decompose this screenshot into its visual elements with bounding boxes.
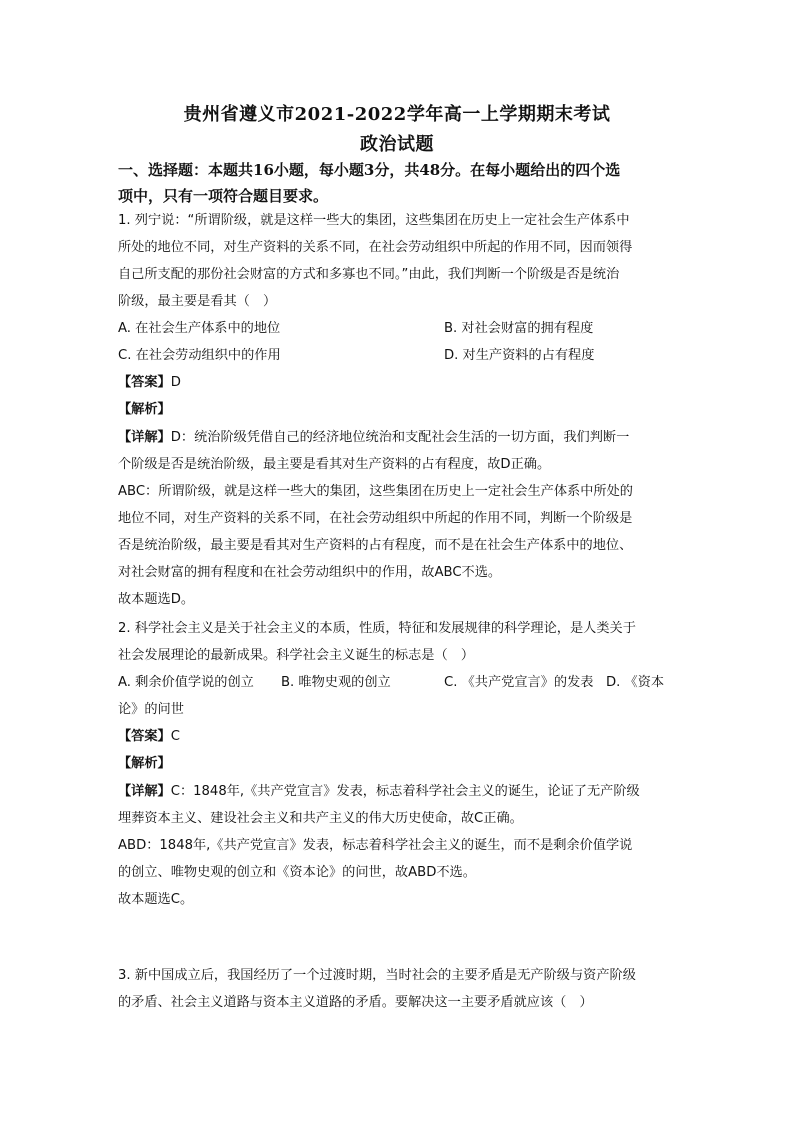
q2-option-d: D. 《资本 (606, 675, 665, 690)
answer-tag: 【答案】 (118, 375, 171, 390)
q1-detail-line: 对社会财富的拥有程度和在社会劳动组织中的作用，故ABC不选。 (118, 565, 502, 580)
section-heading-line-1: 一、选择题：本题共16小题，每小题3分，共48分。在每小题给出的四个选 (118, 161, 621, 179)
q2-stem-line: 社会发展理论的最新成果。科学社会主义诞生的标志是（ ） (118, 648, 475, 663)
q2-analysis-tag: 【解析】 (118, 756, 171, 771)
q2-option-a: A. 剩余价值学说的创立 (118, 675, 254, 690)
detail-tag: 【详解】 (118, 430, 171, 445)
answer-tag: 【答案】 (118, 729, 171, 744)
q1-stem-line: 阶级，最主要是看其（ ） (118, 294, 277, 309)
q2-detail-line: 埋葬资本主义、建设社会主义和共产主义的伟大历史使命，故C正确。 (118, 811, 523, 826)
q2-answer (118, 727, 678, 747)
q1-detail-line: 否是统治阶级，最主要是看其对生产资料的占有程度，而不是在社会生产体系中的地位、 (118, 538, 633, 553)
q2-stem-line: 2. 科学社会主义是关于社会主义的本质，性质，特征和发展规律的科学理论，是人类关于 (118, 621, 636, 636)
q1-option-d: D. 对生产资料的占有程度 (444, 348, 595, 363)
q1-answer (118, 373, 678, 393)
q1-detail-line: ABC：所谓阶级，就是这样一些大的集团，这些集团在历史上一定社会生产体系中所处的 (118, 484, 633, 499)
q3-stem-line: 的矛盾、社会主义道路与资本主义道路的矛盾。要解决这一主要矛盾就应该（ ） (118, 995, 593, 1010)
q2-detail-line: 【详解】C：1848年,《共产党宣言》发表，标志着科学社会主义的诞生，论证了无产阶级 (118, 784, 640, 799)
q1-stem-line: 自己所支配的那份社会财富的方式和多寡也不同。”由此，我们判断一个阶级是否是统治 (118, 267, 620, 282)
q1-stem-line: 所处的地位不同，对生产资料的关系不同，在社会劳动组织中所起的作用不同，因而领得 (118, 240, 633, 255)
doc-title: 贵州省遵义市2021-2022学年高一上学期期末考试 (183, 104, 611, 125)
q2-option-c: C. 《共产党宣言》的发表 (444, 675, 594, 690)
answer-value: C (170, 729, 180, 744)
q2-detail-line: 的创立、唯物史观的创立和《资本论》的问世，故ABD不选。 (118, 865, 476, 880)
q2-conclusion: 故本题选C。 (118, 892, 194, 907)
q1-option-a: A. 在社会生产体系中的地位 (118, 321, 281, 336)
q2-option-d-continued: 论》的问世 (118, 702, 184, 717)
q1-option-c: C. 在社会劳动组织中的作用 (118, 348, 281, 363)
q3-stem-line: 3. 新中国成立后，我国经历了一个过渡时期，当时社会的主要矛盾是无产阶级与资产阶级 (118, 968, 636, 983)
doc-subtitle: 政治试题 (360, 134, 434, 155)
q1-conclusion: 故本题选D。 (118, 592, 195, 607)
q1-analysis-tag: 【解析】 (118, 402, 171, 417)
q1-detail-line: 个阶级是否是统治阶级，最主要是看其对生产资料的占有程度，故D正确。 (118, 457, 551, 472)
q2-detail-line: ABD：1848年,《共产党宣言》发表，标志着科学社会主义的诞生，而不是剩余价值学说 (118, 838, 633, 853)
q1-option-b: B. 对社会财富的拥有程度 (444, 321, 594, 336)
q1-stem-line: 1. 列宁说：“所谓阶级，就是这样一些大的集团，这些集团在历史上一定社会生产体系中 (118, 213, 630, 228)
section-heading-line-2: 项中，只有一项符合题目要求。 (118, 187, 329, 205)
detail-tag: 【详解】 (118, 784, 171, 799)
answer-value: D (170, 375, 181, 390)
q1-detail-line: 地位不同，对生产资料的关系不同，在社会劳动组织中所起的作用不同，判断一个阶级是 (118, 511, 633, 526)
q1-detail-line: 【详解】D：统治阶级凭借自己的经济地位统治和支配社会生活的一切方面，我们判断一 (118, 430, 630, 445)
q2-option-b: B. 唯物史观的创立 (281, 675, 391, 690)
